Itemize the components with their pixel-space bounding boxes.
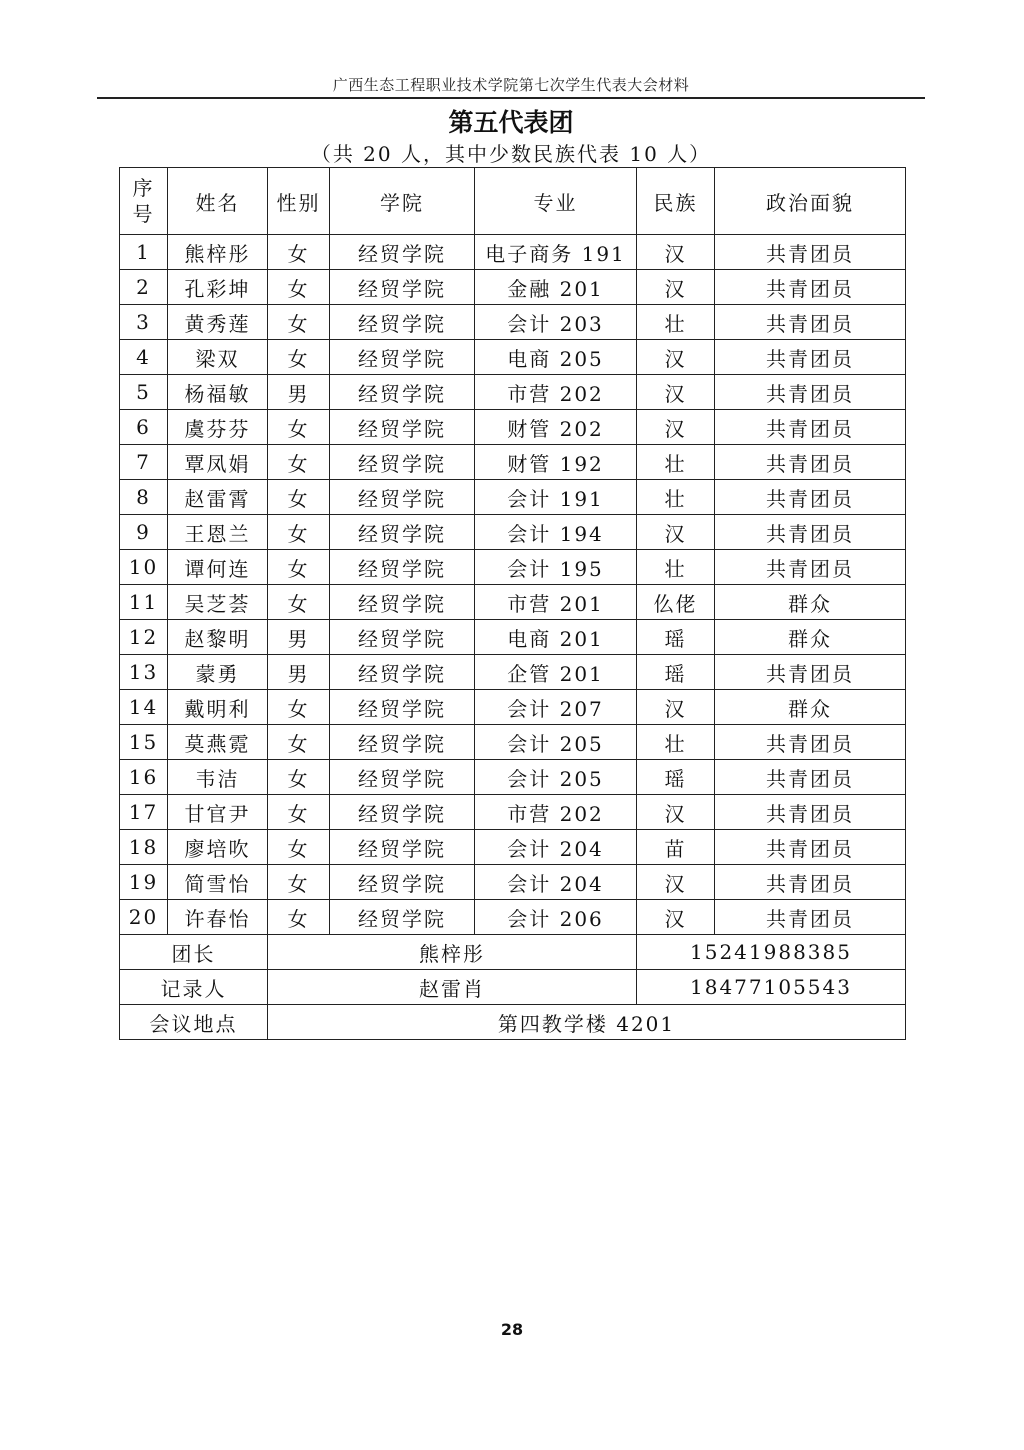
cell-gender: 女: [268, 270, 330, 305]
cell-gender: 女: [268, 515, 330, 550]
cell-ethnicity: 仫佬: [637, 585, 715, 620]
cell-political-status: 共青团员: [715, 340, 906, 375]
table-row: [120, 515, 906, 550]
table-row: [120, 270, 906, 305]
leader-name: 熊梓彤: [268, 935, 637, 970]
cell-ethnicity: 壮: [637, 445, 715, 480]
cell-political-status: 共青团员: [715, 760, 906, 795]
cell-college: 经贸学院: [330, 795, 475, 830]
column-header-seq: 序 号: [120, 168, 168, 235]
table-row: [120, 585, 906, 620]
cell-college: 经贸学院: [330, 445, 475, 480]
cell-political-status: 共青团员: [715, 515, 906, 550]
delegation-table: [119, 167, 906, 1040]
cell-political-status: 群众: [715, 620, 906, 655]
cell-ethnicity: 汉: [637, 375, 715, 410]
cell-political-status: 共青团员: [715, 480, 906, 515]
table-header-row: [120, 168, 906, 235]
cell-ethnicity: 瑶: [637, 655, 715, 690]
cell-ethnicity: 汉: [637, 410, 715, 445]
cell-gender: 男: [268, 375, 330, 410]
cell-political-status: 共青团员: [715, 795, 906, 830]
cell-ethnicity: 汉: [637, 690, 715, 725]
cell-political-status: 共青团员: [715, 270, 906, 305]
cell-major: 会计 194: [475, 515, 637, 550]
table-row: [120, 900, 906, 935]
cell-political-status: 群众: [715, 585, 906, 620]
cell-college: 经贸学院: [330, 865, 475, 900]
cell-gender: 女: [268, 725, 330, 760]
cell-political-status: 共青团员: [715, 865, 906, 900]
cell-college: 经贸学院: [330, 655, 475, 690]
cell-college: 经贸学院: [330, 585, 475, 620]
cell-college: 经贸学院: [330, 690, 475, 725]
page-subtitle: （共 20 人，其中少数民族代表 10 人）: [310, 142, 712, 166]
table-row: [120, 550, 906, 585]
cell-ethnicity: 汉: [637, 795, 715, 830]
cell-major: 会计 207: [475, 690, 637, 725]
table-row: [120, 480, 906, 515]
cell-name: 谭何连: [168, 550, 268, 585]
cell-name: 覃凤娟: [168, 445, 268, 480]
cell-political-status: 共青团员: [715, 725, 906, 760]
cell-major: 市营 202: [475, 795, 637, 830]
cell-gender: 女: [268, 410, 330, 445]
table-row: [120, 760, 906, 795]
cell-seq: 1: [120, 235, 168, 270]
cell-seq: 18: [120, 830, 168, 865]
table-row: [120, 235, 906, 270]
cell-seq: 5: [120, 375, 168, 410]
venue-row: [120, 1005, 906, 1040]
column-header-ethnicity: 民族: [637, 168, 715, 235]
page-number: 28: [500, 1320, 524, 1339]
cell-gender: 女: [268, 865, 330, 900]
cell-ethnicity: 汉: [637, 270, 715, 305]
table-row: [120, 305, 906, 340]
cell-name: 王恩兰: [168, 515, 268, 550]
cell-major: 会计 205: [475, 725, 637, 760]
cell-seq: 14: [120, 690, 168, 725]
table-row: [120, 445, 906, 480]
cell-name: 简雪怡: [168, 865, 268, 900]
cell-college: 经贸学院: [330, 515, 475, 550]
table-row: [120, 725, 906, 760]
cell-major: 金融 201: [475, 270, 637, 305]
cell-college: 经贸学院: [330, 900, 475, 935]
cell-ethnicity: 瑶: [637, 760, 715, 795]
table-row: [120, 410, 906, 445]
cell-seq: 2: [120, 270, 168, 305]
recorder-name: 赵雷肖: [268, 970, 637, 1005]
cell-college: 经贸学院: [330, 235, 475, 270]
recorder-row: [120, 970, 906, 1005]
cell-gender: 男: [268, 620, 330, 655]
cell-gender: 女: [268, 445, 330, 480]
cell-major: 电子商务 191: [475, 235, 637, 270]
cell-political-status: 共青团员: [715, 445, 906, 480]
cell-name: 甘官尹: [168, 795, 268, 830]
cell-ethnicity: 汉: [637, 340, 715, 375]
cell-college: 经贸学院: [330, 550, 475, 585]
cell-seq: 20: [120, 900, 168, 935]
cell-name: 梁双: [168, 340, 268, 375]
cell-major: 会计 203: [475, 305, 637, 340]
cell-major: 会计 204: [475, 830, 637, 865]
cell-name: 赵黎明: [168, 620, 268, 655]
cell-college: 经贸学院: [330, 375, 475, 410]
cell-major: 电商 201: [475, 620, 637, 655]
table-row: [120, 690, 906, 725]
cell-ethnicity: 壮: [637, 305, 715, 340]
cell-major: 财管 192: [475, 445, 637, 480]
cell-major: 会计 206: [475, 900, 637, 935]
cell-major: 财管 202: [475, 410, 637, 445]
cell-political-status: 群众: [715, 690, 906, 725]
cell-gender: 女: [268, 340, 330, 375]
cell-seq: 10: [120, 550, 168, 585]
column-header-gender: 性别: [268, 168, 330, 235]
cell-major: 电商 205: [475, 340, 637, 375]
page-title: 第五代表团: [448, 108, 574, 137]
cell-name: 韦洁: [168, 760, 268, 795]
cell-seq: 8: [120, 480, 168, 515]
leader-row: [120, 935, 906, 970]
cell-name: 莫燕霓: [168, 725, 268, 760]
column-header-political-status: 政治面貌: [715, 168, 906, 235]
cell-seq: 3: [120, 305, 168, 340]
cell-name: 孔彩坤: [168, 270, 268, 305]
cell-name: 戴明利: [168, 690, 268, 725]
cell-name: 杨福敏: [168, 375, 268, 410]
cell-major: 会计 204: [475, 865, 637, 900]
cell-name: 许春怡: [168, 900, 268, 935]
cell-name: 熊梓彤: [168, 235, 268, 270]
cell-seq: 6: [120, 410, 168, 445]
table-row: [120, 830, 906, 865]
cell-seq: 7: [120, 445, 168, 480]
header-rule: [97, 97, 925, 99]
cell-college: 经贸学院: [330, 305, 475, 340]
cell-gender: 女: [268, 480, 330, 515]
recorder-phone: 18477105543: [637, 970, 906, 1005]
table-row: [120, 865, 906, 900]
cell-college: 经贸学院: [330, 725, 475, 760]
cell-political-status: 共青团员: [715, 235, 906, 270]
cell-political-status: 共青团员: [715, 900, 906, 935]
table-row: [120, 340, 906, 375]
cell-college: 经贸学院: [330, 410, 475, 445]
cell-major: 会计 205: [475, 760, 637, 795]
recorder-label: 记录人: [120, 970, 268, 1005]
cell-political-status: 共青团员: [715, 375, 906, 410]
cell-political-status: 共青团员: [715, 550, 906, 585]
cell-seq: 13: [120, 655, 168, 690]
cell-gender: 女: [268, 900, 330, 935]
cell-major: 会计 195: [475, 550, 637, 585]
cell-major: 市营 201: [475, 585, 637, 620]
cell-seq: 15: [120, 725, 168, 760]
cell-college: 经贸学院: [330, 620, 475, 655]
cell-political-status: 共青团员: [715, 655, 906, 690]
table-row: [120, 620, 906, 655]
cell-name: 虞芬芬: [168, 410, 268, 445]
cell-college: 经贸学院: [330, 340, 475, 375]
cell-ethnicity: 壮: [637, 725, 715, 760]
cell-seq: 19: [120, 865, 168, 900]
cell-gender: 男: [268, 655, 330, 690]
cell-name: 吴芝荟: [168, 585, 268, 620]
cell-ethnicity: 汉: [637, 515, 715, 550]
cell-ethnicity: 汉: [637, 865, 715, 900]
cell-ethnicity: 苗: [637, 830, 715, 865]
table-row: [120, 375, 906, 410]
cell-seq: 17: [120, 795, 168, 830]
cell-political-status: 共青团员: [715, 410, 906, 445]
cell-college: 经贸学院: [330, 760, 475, 795]
cell-seq: 11: [120, 585, 168, 620]
cell-gender: 女: [268, 305, 330, 340]
cell-gender: 女: [268, 550, 330, 585]
cell-major: 企管 201: [475, 655, 637, 690]
cell-major: 市营 202: [475, 375, 637, 410]
cell-gender: 女: [268, 690, 330, 725]
column-header-college: 学院: [330, 168, 475, 235]
cell-seq: 16: [120, 760, 168, 795]
cell-gender: 女: [268, 795, 330, 830]
cell-name: 蒙勇: [168, 655, 268, 690]
leader-label: 团长: [120, 935, 268, 970]
cell-college: 经贸学院: [330, 480, 475, 515]
cell-gender: 女: [268, 585, 330, 620]
cell-political-status: 共青团员: [715, 305, 906, 340]
cell-name: 黄秀莲: [168, 305, 268, 340]
table-row: [120, 655, 906, 690]
cell-college: 经贸学院: [330, 270, 475, 305]
cell-seq: 9: [120, 515, 168, 550]
venue-label: 会议地点: [120, 1005, 268, 1040]
cell-name: 廖培吹: [168, 830, 268, 865]
column-header-name: 姓名: [168, 168, 268, 235]
cell-gender: 女: [268, 760, 330, 795]
cell-college: 经贸学院: [330, 830, 475, 865]
cell-political-status: 共青团员: [715, 830, 906, 865]
cell-name: 赵雷霄: [168, 480, 268, 515]
cell-seq: 4: [120, 340, 168, 375]
table-row: [120, 795, 906, 830]
cell-ethnicity: 瑶: [637, 620, 715, 655]
column-header-major: 专业: [475, 168, 637, 235]
cell-ethnicity: 汉: [637, 900, 715, 935]
venue-value: 第四教学楼 4201: [268, 1005, 906, 1040]
cell-ethnicity: 汉: [637, 235, 715, 270]
cell-seq: 12: [120, 620, 168, 655]
table-body: [120, 235, 906, 935]
cell-ethnicity: 壮: [637, 480, 715, 515]
cell-gender: 女: [268, 830, 330, 865]
cell-ethnicity: 壮: [637, 550, 715, 585]
cell-gender: 女: [268, 235, 330, 270]
leader-phone: 15241988385: [637, 935, 906, 970]
running-header: 广西生态工程职业技术学院第七次学生代表大会材料: [332, 76, 690, 94]
cell-major: 会计 191: [475, 480, 637, 515]
